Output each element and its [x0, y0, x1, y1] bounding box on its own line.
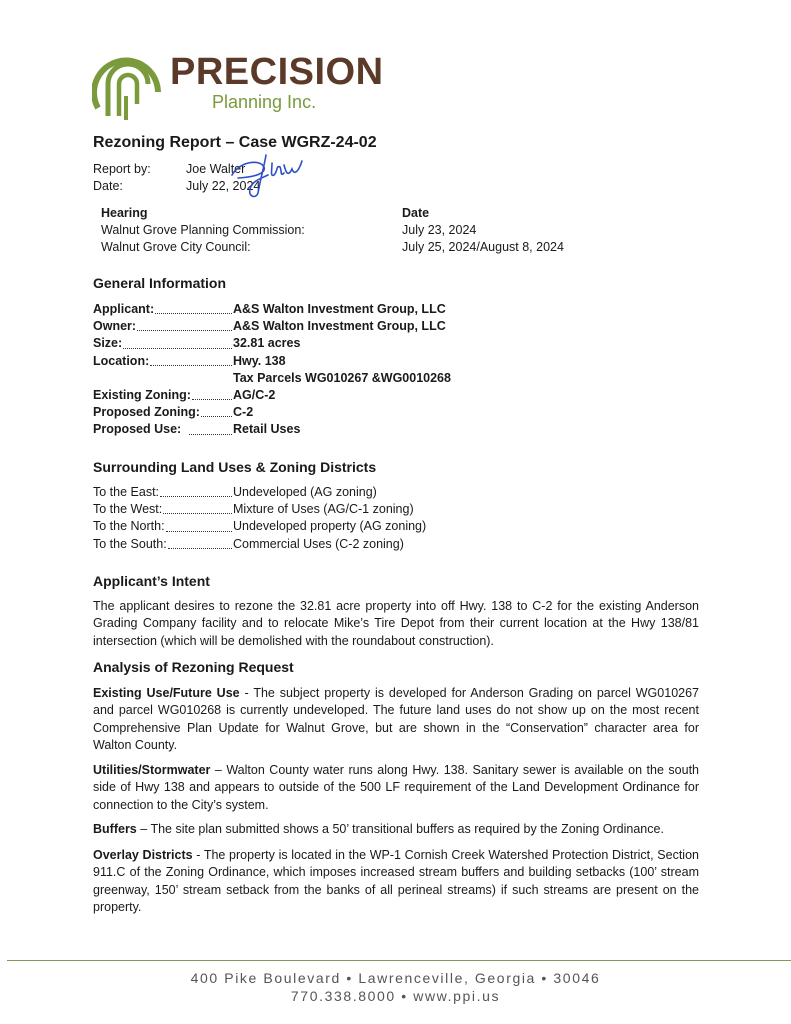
analysis-item-text: – Walton County water runs along Hwy. 138. Sanitary sewer is available on the south side of Hwy 138 and appears to outside of the 500 LF requirement of the Land Development Ordinance for connection to the City’s system. [93, 763, 699, 812]
field-label: Existing Zoning: [93, 388, 191, 403]
general-info-list [93, 301, 513, 439]
field-value: Retail Uses [233, 422, 301, 437]
report-date-value: July 22, 2024 [186, 179, 261, 193]
field-value: C-2 [233, 405, 254, 420]
footer-divider [7, 960, 791, 961]
hearing-body: Walnut Grove Planning Commission: [101, 223, 305, 237]
surrounding-row [93, 536, 513, 553]
analysis-item-overlay [93, 847, 699, 917]
analysis-item-text: – The site plan submitted shows a 50’ transitional buffers as required by the Zoning Ordinance. [136, 822, 664, 836]
land-use-value: Mixture of Uses (AG/C-1 zoning) [233, 502, 414, 517]
field-label: Proposed Use: [93, 422, 182, 437]
field-value: AG/C-2 [233, 388, 276, 403]
field-value: Tax Parcels WG010267 &WG0010268 [233, 370, 451, 385]
analysis-item-title: Overlay Districts [93, 848, 193, 862]
intent-paragraph: The applicant desires to rezone the 32.81 acre property into off Hwy. 138 to C-2 for the existing Anderson Grading Company facility and to relocate Mike’s Tire Depot from their current location at the Hwy 138/81 intersection (which will be demolished with the roundabout construction). [93, 599, 699, 648]
general-info-row [93, 318, 513, 335]
hearing-table-header [101, 205, 564, 222]
footer-address: 400 Pike Boulevard • Lawrenceville, Georgia • 30046 [190, 970, 601, 986]
field-label: Owner: [93, 319, 137, 334]
hearing-table [101, 205, 564, 256]
hearing-row [101, 239, 564, 256]
footer-contact: 770.338.8000 • www.ppi.us [290, 988, 501, 1004]
general-info-row [93, 370, 513, 387]
hearing-row [101, 222, 564, 239]
direction-label: To the East: [93, 485, 160, 499]
field-label: Applicant: [93, 302, 155, 316]
hearing-date: July 23, 2024 [402, 223, 477, 237]
analysis-item-title: Buffers [93, 822, 137, 836]
surrounding-row [93, 518, 513, 535]
hearing-col-header: Hearing [101, 206, 148, 220]
general-info-row [93, 387, 513, 404]
land-use-value: Undeveloped property (AG zoning) [233, 519, 427, 534]
report-by-row [93, 161, 245, 178]
analysis-item-text: - The subject property is developed for Anderson Grading on parcel WG010267 and parcel WG010268 is currently undeveloped. The future land uses do not show up on the most recent Comprehensive Plan Update for Walnut Grove, but are shown in the “Conservation” character area for Walton County. [93, 686, 699, 753]
surrounding-list [93, 484, 513, 553]
surrounding-heading: Surrounding Land Uses & Zoning Districts [93, 459, 377, 475]
date-col-header: Date [402, 206, 430, 220]
field-label: Location: [93, 353, 150, 368]
analysis-heading: Analysis of Rezoning Request [93, 659, 294, 675]
general-info-heading: General Information [93, 275, 227, 291]
general-info-row [93, 421, 513, 438]
direction-label: To the West: [93, 502, 163, 517]
report-by-label: Report by: [93, 162, 151, 176]
field-label: Proposed Zoning: [93, 405, 200, 420]
analysis-item-existing-use [93, 685, 699, 755]
direction-label: To the North: [93, 519, 165, 534]
analysis-item-text: - The property is located in the WP-1 Cornish Creek Watershed Protection District, Section 911.C of the Zoning Ordinance, which imposes increased stream buffers and building setbacks (100’ stream greenway, 150’ stream setback from the banks of all perineal streams) if such streams are present on the property. [93, 848, 699, 915]
hearing-date: July 25, 2024/August 8, 2024 [402, 240, 564, 254]
surrounding-row [93, 484, 513, 501]
surrounding-row [93, 501, 513, 518]
field-value: A&S Walton Investment Group, LLC [233, 319, 446, 334]
report-title: Rezoning Report – Case WGRZ-24-02 [93, 134, 377, 151]
field-value: A&S Walton Investment Group, LLC [233, 302, 446, 316]
intent-heading: Applicant’s Intent [93, 573, 210, 589]
field-value: Hwy. 138 [233, 353, 286, 368]
hearing-body: Walnut Grove City Council: [101, 240, 251, 254]
field-label: Size: [93, 336, 123, 351]
field-value: 32.81 acres [233, 336, 301, 351]
general-info-row [93, 404, 513, 421]
brand-name: PRECISION [170, 51, 384, 93]
precision-logo-icon [92, 44, 164, 120]
analysis-item-title: Existing Use/Future Use [93, 686, 240, 700]
brand-subtitle: Planning Inc. [212, 92, 317, 112]
general-info-row [93, 301, 513, 318]
land-use-value: Undeveloped (AG zoning) [233, 485, 377, 499]
analysis-item-title: Utilities/Stormwater [93, 763, 211, 777]
report-by-value: Joe Walter [186, 162, 246, 176]
direction-label: To the South: [93, 536, 167, 551]
land-use-value: Commercial Uses (C-2 zoning) [233, 536, 404, 551]
report-date-label: Date: [93, 179, 123, 193]
signature-icon [230, 151, 304, 199]
general-info-row [93, 353, 513, 370]
analysis-item-utilities [93, 762, 699, 814]
general-info-row [93, 335, 513, 352]
analysis-item-buffers [93, 821, 699, 838]
